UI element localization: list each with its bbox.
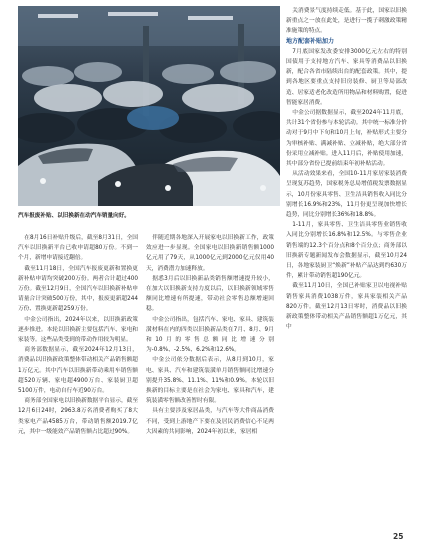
figure-caption: 汽车报废补贴、以旧换新在动汽车销量向好。 <box>18 213 130 219</box>
paragraph: 从活动效果来看，全国10-11月家居家装消费呈现复苏趋势，国家税务总局增值税发票数据显示，10月份家具零售、卫生洁具销售收入同比分别增长16.9%和23%，11月份更呈现加快增长趋势，同比分别增长36%和18.8%。 <box>286 171 407 219</box>
paragraph: 截至11月10日，全国已补贴家卫以电视补贴销售家具消费1038万件，家具家装相关产品820万件。截至12月13日零时，消费品以旧换新政策整体带动相关产品销售额超1万亿元，其中 <box>286 283 407 331</box>
paragraph: 中金公司据数据显示，截至2024年11月底，共计31个省份参与本轮活动。其中统一标准分价动对于9月中下旬和10月上旬，补贴形式主要分为审核补贴、满减补贴、立减补贴，绝大部分省份采用立减补贴。进入11月后，补贴使用加速，其中部分省份已提前结束年初补贴活动。 <box>286 110 407 168</box>
paragraph: 在8月16日补贴升级后，截至8月31日，全国汽车以旧换新平台已收申请超80万份。不到一个月，新增申请接近翻倍。 <box>18 235 138 262</box>
paragraph: 中金公司指出，2024年以来，以旧换新政策逐步推进。本轮以旧换新主要包括汽车、家电和家装等。这些品类受到的带动作用较为明显。 <box>18 316 138 344</box>
article-column-2 <box>146 233 274 437</box>
parking-lot-photo <box>18 6 280 206</box>
paragraph: 1-11月，家具零售、卫生洁具零售业销售收入同比分别增长16.8%和12.5%。与零售企业销售端的12.3个百分点和8个百分点；商务部以旧换新专题新闻发布会数据显示，截至10月24日，各地家装厨卫“焕新”补贴产品达到约630万件，累计带动销售超190亿元。 <box>286 222 407 280</box>
section-heading: 地方配套补贴加力 <box>286 37 335 45</box>
paragraph: 据悉3月后以旧换新品类销售额增速提升较小，在加大以旧换新支持力度以后，以旧换新领域零售额同比增速有所提速，带动社会零售总额增速回稳。 <box>146 275 274 313</box>
paragraph: 截至11月18日，全国汽车报废更新和置换更新补贴申请均突破200万份。两者合计超过400万份。截至12月9日，全国汽车以旧换新补贴申请量合计突破500万份，其中，报废更新超244万份、置换更新超259万份。 <box>18 265 138 313</box>
paragraph: 7月底国家发改委安排3000亿元左右的特别国债用于支持地方汽车、家具等消费品以旧换新，配合各省市陆续出台的配套政策。其中，提到各地区要重点支持旧房装修、厨卫等局部改造、居家适老化改造所用物品和材料购置，促进智能家居消费。 <box>286 48 407 106</box>
paragraph: 中金公司指出，包括汽车、家电、家具、建筑装潢材料在内的四类以旧换新品类在7月、8月、9月和10月的零售总额同比增速分别为-0.8%、-2.5%、6.2%和12.6%。 <box>146 316 274 354</box>
car-lot-illustration <box>18 6 280 206</box>
article-column-3 <box>286 6 407 333</box>
paragraph: 商务部数据显示，截至2024年12月13日，消费品以旧换新政策整体带动相关产品销售额超1万亿元。其中汽车以旧换新带动乘用车销售额超520万辆、家电超4900万台、家装厨卫超5100万件，电动自行车近90万台。 <box>18 347 138 395</box>
article-column-1 <box>18 233 138 437</box>
paragraph: 关消费景气度持续走低。基于此，国家以旧换新重点之一放在此处，是进行一揽子刺激政策精准施策的特点。 <box>286 8 407 35</box>
page-number: 25 <box>393 532 404 541</box>
paragraph: 具有主要涉及家居品类，与汽车等大件商品消费不同，受到上游地产下要在及居民消费信心不足两大因素的共同影响，2024年初以来，家居相 <box>146 408 274 435</box>
paragraph: 伴随近期各地深入开展家电以旧换新工作，政策效应进一步显现。全国家电以旧换新销售额1000亿元用了79天，从1000亿元到2000亿元仅用40天，消费潜力加速释放。 <box>146 235 274 272</box>
paragraph: 中金公司依分数据后表示，从8月到10月，家电、家具、汽车和建筑装潢单月销售额同比增速分别提升35.8%、11.1%、11%和0.9%。本轮以旧换新的目标主要是在社会为家电、家具和汽车，建筑装潢零售额改善暂时有限。 <box>146 357 274 405</box>
paragraph: 商务部全国家电以旧换新数据平台显示，截至12月6日24时，2963.8万名消费者购买了8大类家电产品4585万台，带动销售额2019.7亿元，其中一级能效产品销售额占比超过90%。 <box>18 398 139 435</box>
